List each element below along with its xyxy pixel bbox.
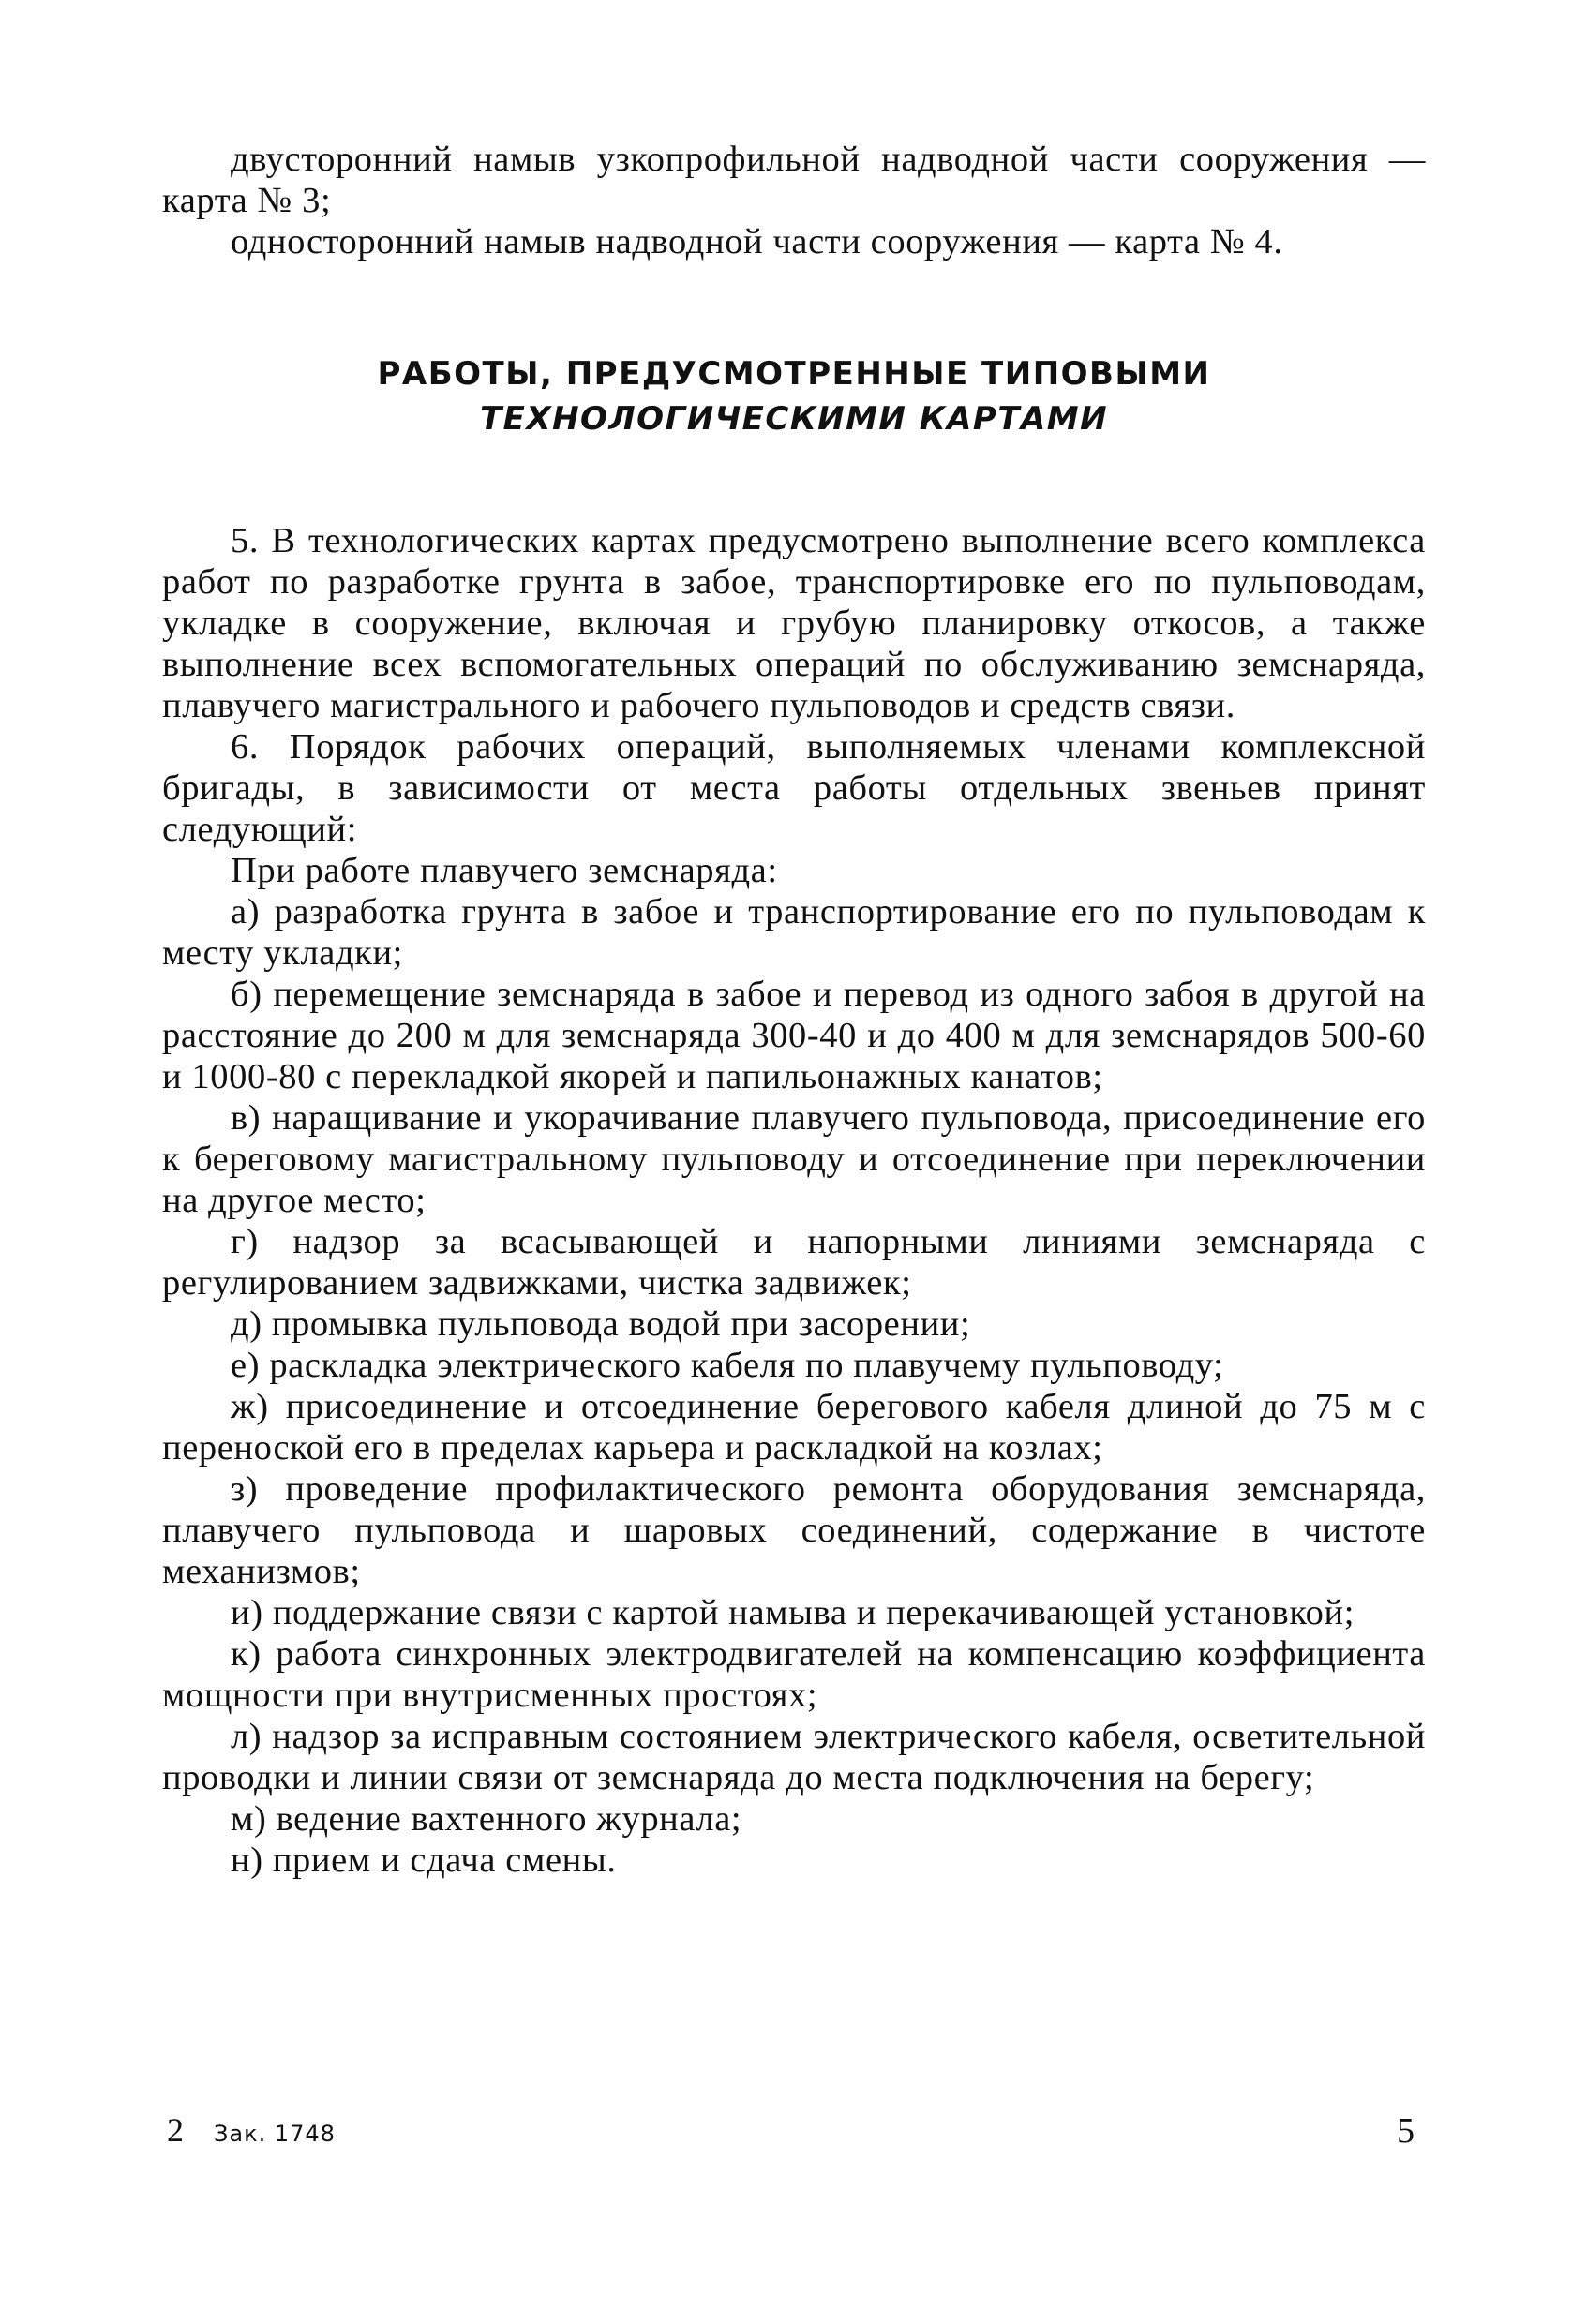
page-number: 5	[1397, 2111, 1415, 2151]
list-item: б) перемещение земснаряда в забое и перевод из одного забоя в другой на расстояние до 200 м для земснаряда 300-40 и до 400 м для земснарядов 500-60 и 1000-80 с перекладкой якорей и папильонажных канатов;	[162, 975, 1426, 1096]
page-footer	[167, 2110, 336, 2150]
list-item: з) проведение профилактического ремонта оборудования земснаряда, плавучего пульповода и шаровых соединений, содержание в чистоте механизмов;	[162, 1469, 1426, 1591]
section-heading-line-1: РАБОТЫ, ПРЕДУСМОТРЕННЫЕ ТИПОВЫМИ	[377, 355, 1211, 393]
section-heading-line-2: ТЕХНОЛОГИЧЕСКИМИ КАРТАМИ	[479, 400, 1109, 438]
list-item: а) разработка грунта в забое и транспортирование его по пульповодам к месту укладки;	[162, 892, 1426, 973]
list-item: к) работа синхронных электродвигателей на компенсацию коэффициента мощности при внутрисменных простоях;	[162, 1634, 1426, 1715]
list-item: г) надзор за всасывающей и напорными линиями земснаряда с регулированием задвижками, чистка задвижек;	[162, 1222, 1426, 1303]
list-item: в) наращивание и укорачивание плавучего пульповода, присоединение его к береговому магистральному пульповоду и отсоединение при переключении на другое место;	[162, 1098, 1426, 1220]
section-heading	[162, 351, 1426, 441]
list-item: е) раскладка электрического кабеля по плавучему пульповоду;	[231, 1346, 1224, 1385]
list-intro: При работе плавучего земснаряда:	[231, 851, 778, 890]
intro-item-karta-3: двусторонний намыв узкопрофильной надводной части сооружения — карта № 3;	[162, 140, 1426, 220]
operations-list	[162, 891, 1426, 1881]
list-item: л) надзор за исправным состоянием электрического кабеля, осветительной проводки и линии связи от земснаряда до места подключения на берегу;	[162, 1717, 1426, 1797]
paragraph-5: 5. В технологических картах предусмотрено выполнение всего комплекса работ по разработке грунта в забое, транспортировке его по пульповодам, укладке в сооружение, включая и грубую планировку откосов, а также выполнение всех вспомогательных операций по обслуживанию земснаряда, плавучего магистрального и рабочего пульповодов и средств связи.	[162, 521, 1426, 725]
paragraph-6: 6. Порядок рабочих операций, выполняемых членами комплексной бригады, в зависимости от места работы отдельных звеньев принят следующий:	[162, 727, 1426, 849]
intro-item-karta-4: односторонний намыв надводной части сооружения — карта № 4.	[231, 222, 1283, 261]
signature-mark: 2	[167, 2111, 185, 2149]
list-item: н) прием и сдача смены.	[231, 1840, 617, 1880]
page-body	[162, 139, 1426, 1881]
list-item: и) поддержание связи с картой намыва и перекачивающей установкой;	[231, 1593, 1355, 1632]
list-item: д) промывка пульповода водой при засорении;	[231, 1304, 971, 1344]
list-item: м) ведение вахтенного журнала;	[231, 1799, 742, 1839]
list-item: ж) присоединение и отсоединение берегового кабеля длиной до 75 м с переноской его в пределах карьера и раскладкой на козлах;	[162, 1387, 1426, 1467]
order-reference: Зак. 1748	[214, 2121, 336, 2147]
